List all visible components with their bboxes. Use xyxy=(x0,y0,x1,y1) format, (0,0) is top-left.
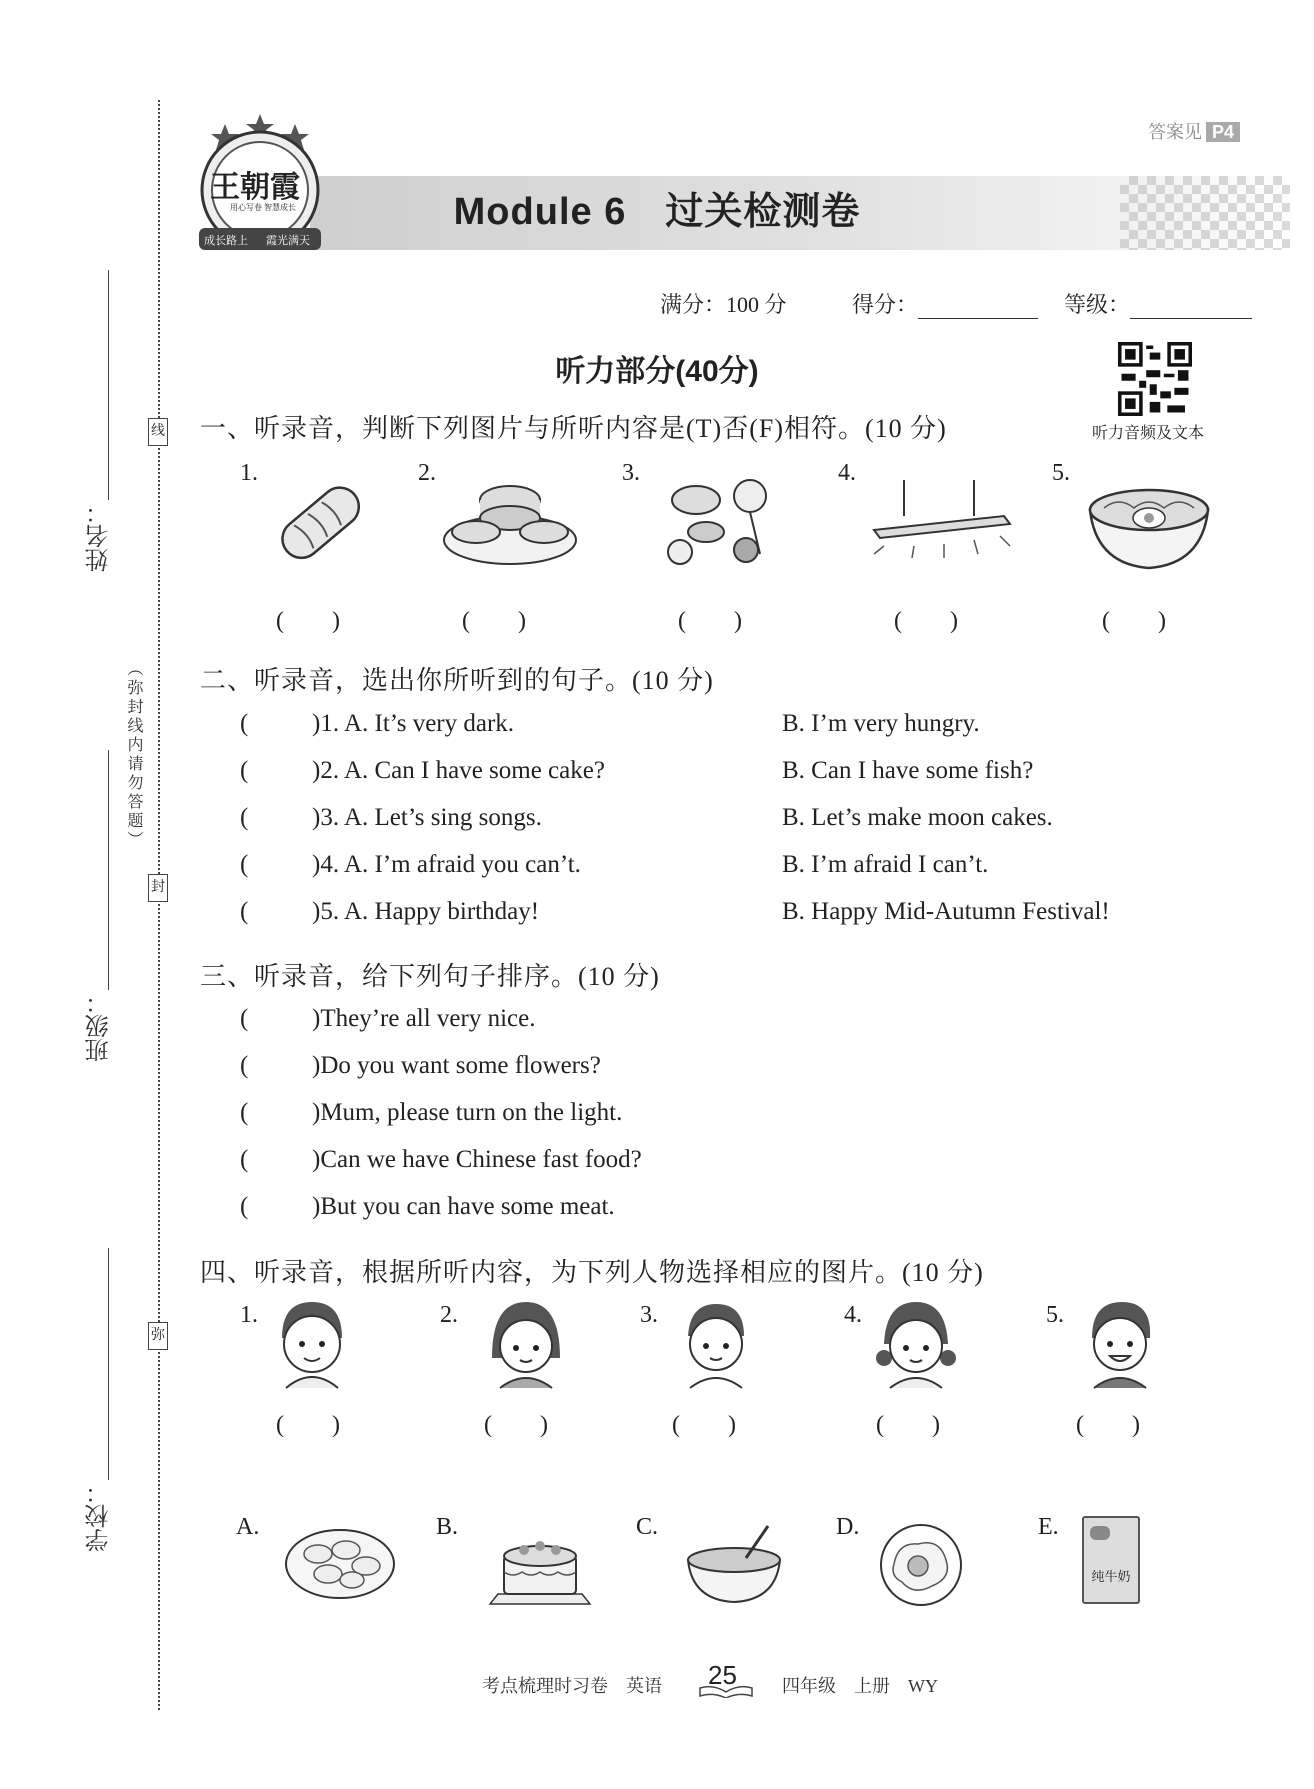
footer-right: 四年级 上册 WY xyxy=(782,1676,938,1696)
q4-option-D: D. xyxy=(836,1514,860,1540)
q1-answer-1[interactable]: ( ) xyxy=(276,608,340,634)
boy-2-icon xyxy=(676,1298,756,1390)
q4-heading: 四、听录音，根据所听内容，为下列人物选择相应的图片。(10 分) xyxy=(200,1258,984,1287)
fried-egg-icon xyxy=(876,1520,966,1610)
q4-option-B: B. xyxy=(436,1514,459,1540)
birthday-cake-icon xyxy=(486,1516,594,1608)
q3-sentence-1: )They’re all very nice. xyxy=(312,1005,536,1032)
q1-answer-4[interactable]: ( ) xyxy=(894,608,958,634)
grade-label: 等级： xyxy=(1064,292,1131,317)
logo-motto: 用心写卷 智慧成长 xyxy=(230,203,296,212)
bread-icon xyxy=(270,472,370,572)
answer-ref-page: P4 xyxy=(1206,122,1240,142)
book-icon xyxy=(698,1684,754,1698)
q3-paren-2[interactable]: ( xyxy=(240,1052,249,1079)
q2-option-5b: B. Happy Mid-Autumn Festival! xyxy=(782,898,1110,925)
q3-sentence-3: )Mum, please turn on the light. xyxy=(312,1099,623,1126)
q1-answer-3[interactable]: ( ) xyxy=(678,608,742,634)
seal-mark-seal: 封 xyxy=(148,874,168,902)
q3-heading: 三、听录音，给下列句子排序。(10 分) xyxy=(200,962,660,991)
score-label: 得分： xyxy=(852,292,919,317)
answer-ref-text: 答案见 xyxy=(1148,122,1202,142)
q4-option-C: C. xyxy=(636,1514,659,1540)
q3-sentence-4: )Can we have Chinese fast food? xyxy=(312,1146,642,1173)
school-label: 学校： xyxy=(87,1480,113,1552)
q3-paren-4[interactable]: ( xyxy=(240,1146,249,1173)
q3-sentence-5: )But you can have some meat. xyxy=(312,1193,615,1220)
candies-icon xyxy=(656,474,786,570)
q4-person-number-4: 4. xyxy=(844,1302,862,1328)
footer-left: 考点梳理时习卷 英语 xyxy=(482,1676,662,1696)
score-blank[interactable] xyxy=(918,292,1038,319)
q2-paren-3[interactable]: ( xyxy=(240,804,249,831)
boy-1-icon xyxy=(272,1298,352,1390)
class-label: 班级： xyxy=(87,990,113,1062)
q2-paren-4[interactable]: ( xyxy=(240,851,249,878)
q3-paren-5[interactable]: ( xyxy=(240,1193,249,1220)
q2-option-3b: B. Let’s make moon cakes. xyxy=(782,804,1053,831)
q2-option-1b: B. I’m very hungry. xyxy=(782,710,980,737)
q2-option-3a: )3. A. Let’s sing songs. xyxy=(312,804,542,831)
logo-name: 王朝霞 xyxy=(210,171,300,204)
girl-1-icon xyxy=(486,1298,566,1390)
q1-number-2: 2. xyxy=(418,460,436,486)
q1-number-1: 1. xyxy=(240,460,258,486)
q4-answer-5[interactable]: ( ) xyxy=(1076,1412,1140,1438)
grade-field[interactable] xyxy=(1064,288,1252,319)
q1-number-5: 5. xyxy=(1052,460,1070,486)
answer-reference xyxy=(1148,118,1240,144)
q2-option-2b: B. Can I have some fish? xyxy=(782,757,1034,784)
seal-mark-line: 线 xyxy=(148,418,168,446)
q3-sentence-2: )Do you want some flowers? xyxy=(312,1052,601,1079)
q4-answer-3[interactable]: ( ) xyxy=(672,1412,736,1438)
q2-paren-1[interactable]: ( xyxy=(240,710,249,737)
q3-paren-3[interactable]: ( xyxy=(240,1099,249,1126)
q2-paren-5[interactable]: ( xyxy=(240,898,249,925)
seal-mark-mi: 弥 xyxy=(148,1322,168,1350)
q2-paren-2[interactable]: ( xyxy=(240,757,249,784)
q2-option-1a: )1. A. It’s very dark. xyxy=(312,710,515,737)
grade-blank[interactable] xyxy=(1130,292,1252,319)
soup-bowl-icon xyxy=(684,1522,784,1606)
q4-answer-1[interactable]: ( ) xyxy=(276,1412,340,1438)
q1-heading: 一、听录音，判断下列图片与所听内容是(T)否(F)相符。(10 分) xyxy=(200,414,947,443)
seal-notice: （弥封线内请勿答题） xyxy=(125,660,142,850)
page-title: Module 6 过关检测卷 xyxy=(453,191,861,233)
noodles-icon xyxy=(1084,474,1214,574)
milk-carton-icon xyxy=(1082,1516,1140,1604)
q2-option-2a: )2. A. Can I have some cake? xyxy=(312,757,605,784)
boy-3-icon xyxy=(1080,1298,1160,1390)
q4-person-number-1: 1. xyxy=(240,1302,258,1328)
q3-paren-1[interactable]: ( xyxy=(240,1005,249,1032)
q1-answer-2[interactable]: ( ) xyxy=(462,608,526,634)
mooncakes-icon xyxy=(440,470,580,570)
q1-number-4: 4. xyxy=(838,460,856,486)
full-score: 满分：100 分 xyxy=(660,292,787,317)
score-field[interactable] xyxy=(852,288,1038,319)
q2-heading: 二、听录音，选出你所听到的句子。(10 分) xyxy=(200,666,714,695)
binding-dotted-line xyxy=(158,100,160,1710)
page-number: 25 xyxy=(708,1660,737,1690)
q4-person-number-3: 3. xyxy=(640,1302,658,1328)
q4-option-A: A. xyxy=(236,1514,260,1540)
class-line[interactable] xyxy=(108,750,109,990)
q2-option-5a: )5. A. Happy birthday! xyxy=(312,898,540,925)
ceiling-light-icon xyxy=(864,476,1014,566)
qr-code-icon[interactable] xyxy=(1118,342,1192,416)
q4-answer-2[interactable]: ( ) xyxy=(484,1412,548,1438)
q4-person-number-2: 2. xyxy=(440,1302,458,1328)
q4-option-E: E. xyxy=(1038,1514,1059,1540)
qr-caption: 听力音频及文本 xyxy=(1092,425,1205,442)
q1-answer-5[interactable]: ( ) xyxy=(1102,608,1166,634)
q1-number-3: 3. xyxy=(622,460,640,486)
girl-2-icon xyxy=(876,1298,956,1390)
dumplings-icon xyxy=(282,1520,398,1604)
q4-person-number-5: 5. xyxy=(1046,1302,1064,1328)
logo-slogan-right: 霞光满天 xyxy=(266,235,310,247)
logo-slogan-left: 成长路上 xyxy=(204,235,248,247)
q4-answer-4[interactable]: ( ) xyxy=(876,1412,940,1438)
name-label: 姓名： xyxy=(87,500,113,572)
q2-option-4b: B. I’m afraid I can’t. xyxy=(782,851,989,878)
milk-label: 纯牛奶 xyxy=(1091,1569,1131,1584)
school-line[interactable] xyxy=(108,1248,109,1480)
q2-option-4a: )4. A. I’m afraid you can’t. xyxy=(312,851,581,878)
listening-section-title: 听力部分(40分) xyxy=(555,355,759,388)
